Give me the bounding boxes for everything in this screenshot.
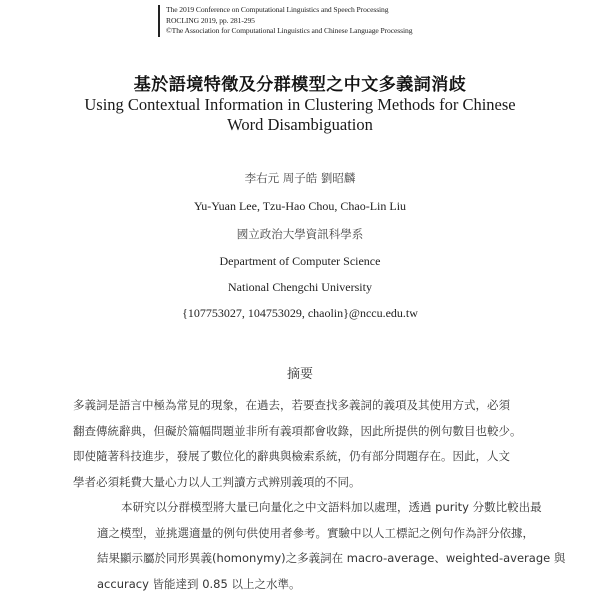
abstract-heading: 摘要: [286, 367, 313, 382]
abstract-body: [73, 393, 566, 597]
abstract-line: 結果顯示屬於同形異義(homonymy)之多義詞在 macro-average、weighted-average 與: [97, 551, 566, 565]
author-emails: {107753027, 104753029, chaolin}@nccu.edu.tw: [182, 306, 418, 320]
conference-name: The 2019 Conference on Computational Linguistics and Speech Processing: [166, 5, 389, 14]
paper-title-english-line2: Word Disambiguation: [227, 115, 373, 134]
affiliation-department: Department of Computer Science: [219, 254, 381, 268]
abstract-line: 學者必須耗費大量心力以人工判讀方式辨別義項的不同。: [73, 474, 361, 489]
abstract-line: 即使隨著科技進步，發展了數位化的辭典與檢索系統，仍有部分問題存在。因此，人文: [73, 449, 510, 463]
abstract-paragraph-2: [73, 495, 566, 597]
abstract-paragraph-1: [73, 393, 529, 495]
abstract-line: 多義詞是語言中極為常見的現象，在過去，若要查找多義詞的義項及其使用方式，必須: [73, 398, 510, 412]
abstract-line: accuracy 皆能達到 0.85 以上之水準。: [97, 576, 301, 591]
paper-title-chinese: 基於語境特徵及分群模型之中文多義詞消歧: [133, 75, 467, 95]
conference-header: [158, 5, 412, 37]
paper-title-english-line1: Using Contextual Information in Clustering Methods for Chinese: [84, 95, 516, 114]
copyright-notice: ©The Association for Computational Linguistics and Chinese Language Processing: [166, 26, 413, 35]
affiliation-chinese: 國立政治大學資訊科學系: [236, 227, 364, 241]
abstract-line: 翻查傳統辭典，但礙於篇幅問題並非所有義項都會收錄，因此所提供的例句數目也較少。: [73, 423, 522, 438]
authors-english: Yu-Yuan Lee, Tzu-Hao Chou, Chao-Lin Liu: [193, 199, 407, 213]
authors-chinese: 李右元 周子皓 劉昭麟: [244, 171, 356, 185]
paper-title-english: [0, 95, 600, 135]
abstract-line: 本研究以分群模型將大量已向量化之中文語料加以處理，透過 purity 分數比較出最: [121, 500, 542, 514]
affiliation-university: National Chengchi University: [228, 280, 372, 294]
abstract-line: 適之模型，並挑選適量的例句供使用者參考。實驗中以人工標記之例句作為評分依據，: [97, 525, 534, 540]
proceedings-pages: ROCLING 2019, pp. 281-295: [166, 15, 255, 25]
